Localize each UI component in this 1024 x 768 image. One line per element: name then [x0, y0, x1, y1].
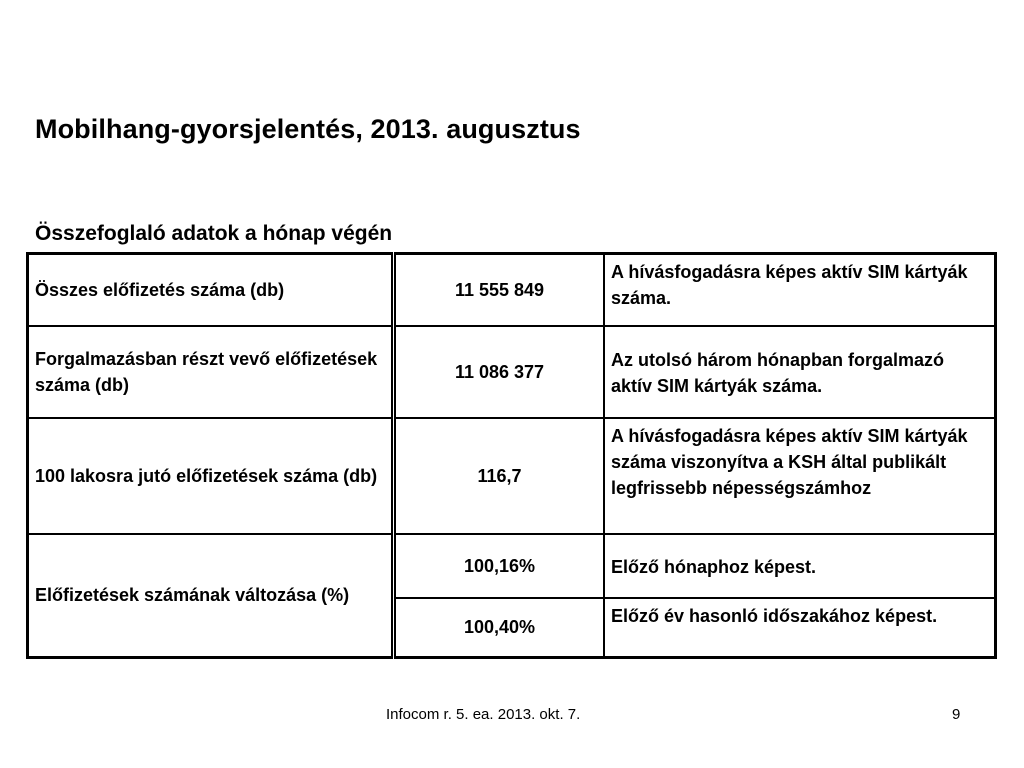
table-row: [28, 254, 996, 326]
row-label: 100 lakosra jutó előfizetések száma (db): [28, 418, 394, 534]
row-description: A hívásfogadásra képes aktív SIM kártyák száma viszonyítva a KSH által publikált legfrissebb népességszámhoz: [604, 418, 996, 534]
page-number: 9: [952, 706, 961, 723]
footer-text: Infocom r. 5. ea. 2013. okt. 7.: [386, 706, 581, 723]
row-label: Összes előfizetés száma (db): [28, 254, 394, 326]
table-row: [28, 418, 996, 534]
row-value: 11 555 849: [394, 254, 605, 326]
summary-table: [26, 252, 997, 659]
row-description: Előző hónaphoz képest.: [604, 534, 996, 598]
row-label: Forgalmazásban részt vevő előfizetések száma (db): [28, 326, 394, 418]
row-description: A hívásfogadásra képes aktív SIM kártyák száma.: [604, 254, 996, 326]
row-value: 100,40%: [394, 598, 605, 658]
row-value: 100,16%: [394, 534, 605, 598]
row-description: Az utolsó három hónapban forgalmazó aktív SIM kártyák száma.: [604, 326, 996, 418]
row-description: Előző év hasonló időszakához képest.: [604, 598, 996, 658]
table-row: [28, 534, 996, 598]
row-value: 11 086 377: [394, 326, 605, 418]
row-value: 116,7: [394, 418, 605, 534]
table-row: [28, 326, 996, 418]
slide-title: Mobilhang-gyorsjelentés, 2013. augusztus: [35, 114, 581, 144]
table-caption: Összefoglaló adatok a hónap végén: [35, 222, 393, 245]
row-label: Előfizetések számának változása (%): [28, 534, 394, 658]
